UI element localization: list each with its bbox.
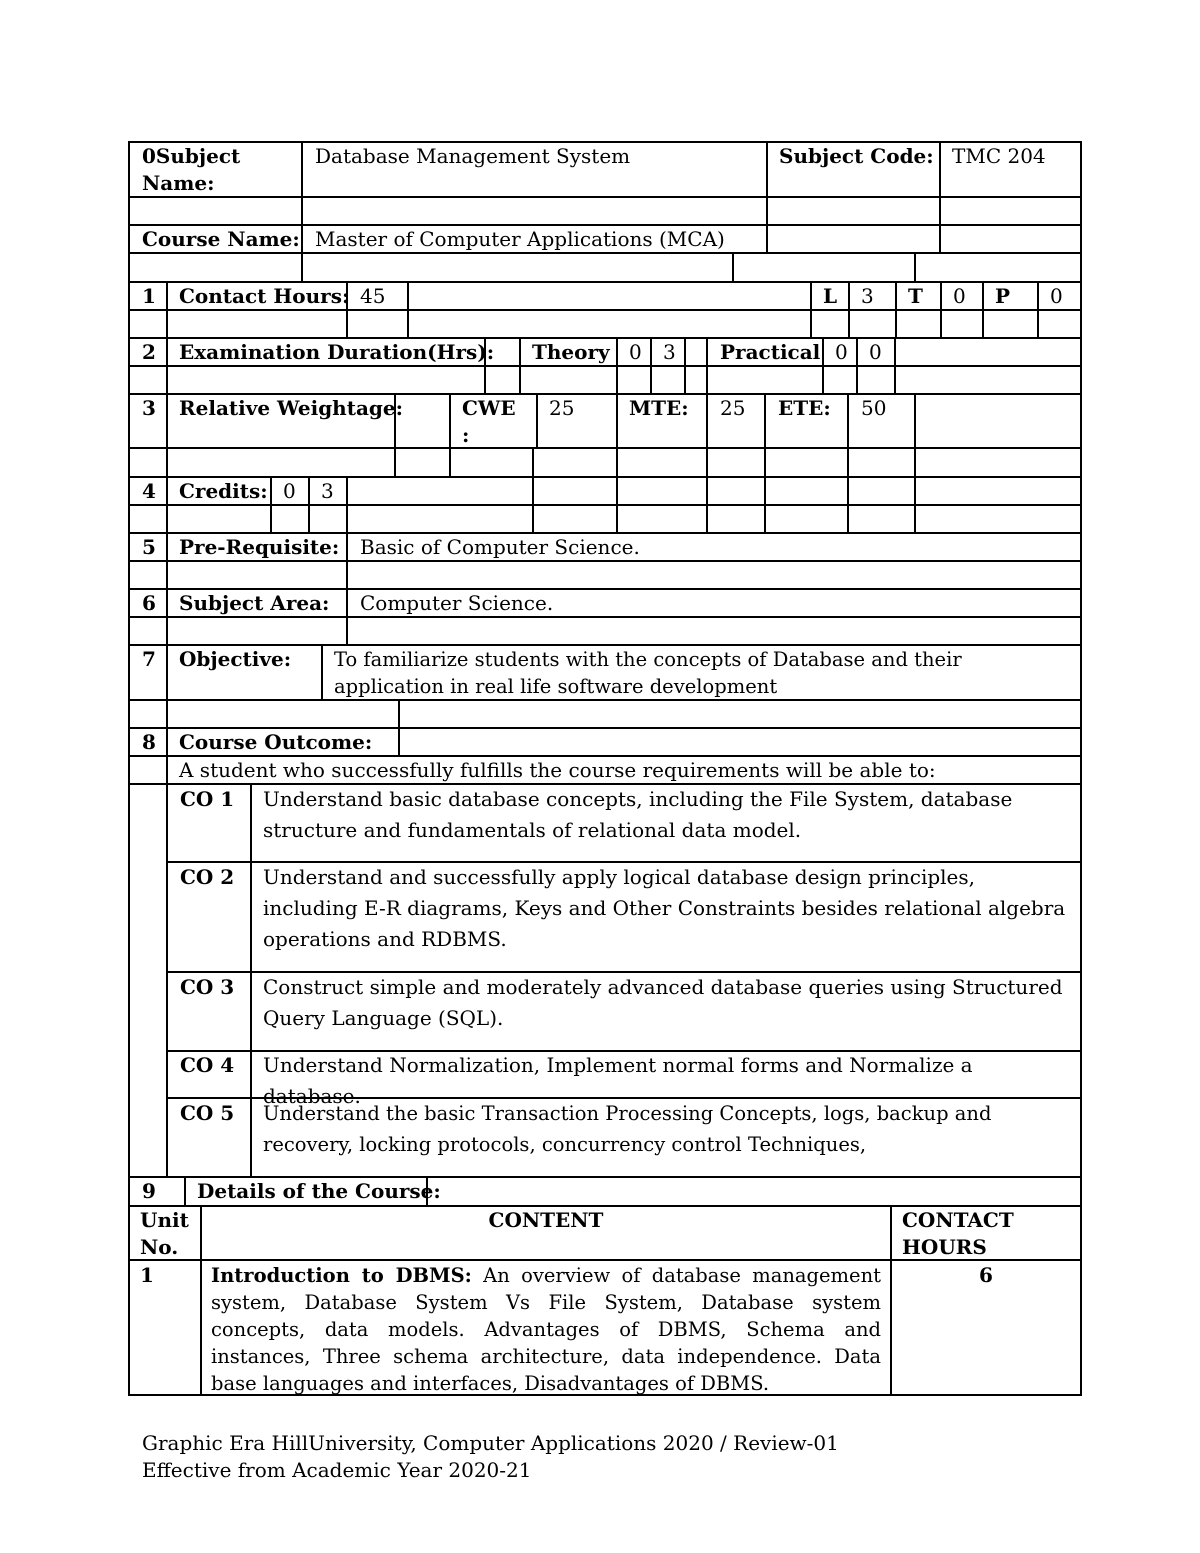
mte-value: 25 [720, 396, 746, 420]
co-code: CO 1 [180, 787, 235, 811]
footer-line: Effective from Academic Year 2020-21 [142, 1458, 532, 1482]
objective-label: Objective: [179, 647, 292, 671]
col-divider [766, 141, 768, 254]
lecture-label: L [823, 284, 838, 308]
row-divider [128, 447, 1082, 449]
col-divider [166, 281, 168, 1178]
subject-area-value: Computer Science. [360, 591, 554, 615]
col-divider [847, 393, 849, 534]
col-divider [848, 281, 850, 339]
relative-weightage-label: Relative Weightage: [179, 396, 404, 420]
col-divider [407, 281, 409, 339]
theory-digit: 0 [629, 340, 642, 364]
col-divider [706, 393, 708, 534]
col-divider [810, 281, 812, 339]
practical-label: Practical [720, 340, 821, 364]
co-text: Understand basic database concepts, including the File System, database structure and fundamentals of relational data model. [263, 787, 1013, 842]
col-divider [684, 337, 686, 395]
col-divider [764, 393, 766, 534]
col-divider [939, 141, 941, 254]
co-code: CO 2 [180, 865, 235, 889]
col-divider [650, 337, 652, 395]
content-header: CONTENT [488, 1208, 604, 1232]
col-divider [616, 337, 618, 395]
co-text: Understand and successfully apply logical database design principles, including E-R diagrams, Keys and Other Constraints besides relational algebra operations and RDBMS. [263, 865, 1066, 951]
prerequisite-label: Pre-Requisite: [179, 535, 340, 559]
subject-code-label: Subject Code: [779, 144, 934, 168]
credits-digit: 0 [283, 479, 296, 503]
cwe-label: CWE : [462, 396, 516, 447]
unit-hours: 6 [979, 1263, 993, 1287]
course-outcome-intro: A student who successfully fulfills the course requirements will be able to: [179, 758, 936, 782]
col-divider [822, 337, 824, 395]
table-border [128, 141, 130, 1396]
col-divider [250, 783, 252, 1178]
col-divider [184, 1176, 186, 1207]
col-divider [914, 393, 916, 534]
row-number: 2 [142, 340, 156, 364]
credits-digit: 3 [321, 479, 334, 503]
theory-digit: 3 [663, 340, 676, 364]
course-name-value: Master of Computer Applications (MCA) [315, 227, 725, 251]
col-divider [616, 393, 618, 534]
contact-hours-header: CONTACT HOURS [902, 1208, 1014, 1259]
col-divider [732, 252, 734, 283]
theory-label: Theory [532, 340, 610, 364]
col-divider [398, 699, 400, 757]
practical-hours-label: P [995, 284, 1011, 308]
unit-title: Introduction to DBMS: [211, 1264, 472, 1287]
col-divider [706, 337, 708, 395]
tutorial-label: T [908, 284, 923, 308]
row-number: 6 [142, 591, 156, 615]
col-divider [856, 337, 858, 395]
contact-hours-value: 45 [360, 284, 386, 308]
col-divider [301, 252, 303, 283]
lecture-value: 3 [861, 284, 874, 308]
col-divider [270, 476, 272, 534]
row-number: 1 [142, 284, 156, 308]
contact-hours-label: Contact Hours: [179, 284, 350, 308]
col-divider [536, 393, 538, 449]
col-divider [895, 281, 897, 339]
objective-value: To familiarize students with the concepts of Database and their application in real life software development [334, 648, 962, 698]
row-number: 9 [142, 1179, 156, 1203]
unit-number: 1 [140, 1263, 154, 1287]
subject-area-label: Subject Area: [179, 591, 330, 615]
co-code: CO 4 [180, 1053, 235, 1077]
cwe-value: 25 [549, 396, 575, 420]
col-divider [940, 281, 942, 339]
subject-name-label: 0Subject Name: [142, 144, 241, 195]
col-divider [890, 1205, 892, 1396]
practical-digit: 0 [835, 340, 848, 364]
col-divider [914, 252, 916, 283]
co-code: CO 3 [180, 975, 235, 999]
footer-line: Graphic Era HillUniversity, Computer Applications 2020 / Review-01 [142, 1431, 839, 1455]
col-divider [894, 337, 896, 395]
mte-label: MTE: [629, 396, 689, 420]
course-name-label: Course Name: [142, 227, 300, 251]
col-divider [982, 281, 984, 339]
col-divider [321, 644, 323, 701]
col-divider [346, 476, 348, 646]
practical-hours-value: 0 [1050, 284, 1063, 308]
col-divider [1037, 281, 1039, 339]
co-text: Understand the basic Transaction Processing Concepts, logs, backup and recovery, locking protocols, concurrency control Techniques, [263, 1102, 992, 1156]
prerequisite-value: Basic of Computer Science. [360, 535, 640, 559]
subject-code-value: TMC 204 [952, 144, 1046, 168]
row-number: 5 [142, 535, 156, 559]
tutorial-value: 0 [953, 284, 966, 308]
unit-description: An overview of database management system, Database System Vs File System, Database system concepts, data models. Advantages of DBMS, Schema and instances, Three schema architecture, data independence. Data base languages and interfaces, Disadvantages of DBMS. [211, 1264, 881, 1395]
col-divider [519, 337, 521, 395]
exam-duration-label: Examination Duration(Hrs): [179, 340, 495, 364]
subject-name-value: Database Management System [315, 144, 631, 168]
details-label: Details of the Course: [197, 1179, 441, 1203]
row-number: 3 [142, 396, 156, 420]
row-number: 7 [142, 647, 156, 671]
ete-label: ETE: [778, 396, 831, 420]
table-border [1080, 141, 1082, 1396]
col-divider [532, 447, 534, 534]
row-number: 8 [142, 730, 156, 754]
ete-value: 50 [861, 396, 887, 420]
course-outcome-label: Course Outcome: [179, 730, 373, 754]
co-text: Understand Normalization, Implement normal forms and Normalize a database. [263, 1053, 973, 1108]
row-number: 4 [142, 479, 156, 503]
col-divider [308, 476, 310, 534]
credits-label: Credits: [179, 479, 268, 503]
unit-content [211, 1262, 881, 1397]
practical-digit: 0 [869, 340, 882, 364]
col-divider [301, 141, 303, 254]
unit-no-header: Unit No. [140, 1208, 189, 1259]
co-text: Construct simple and moderately advanced database queries using Structured Query Language (SQL). [263, 975, 1063, 1030]
col-divider [449, 393, 451, 478]
co-code: CO 5 [180, 1101, 235, 1125]
